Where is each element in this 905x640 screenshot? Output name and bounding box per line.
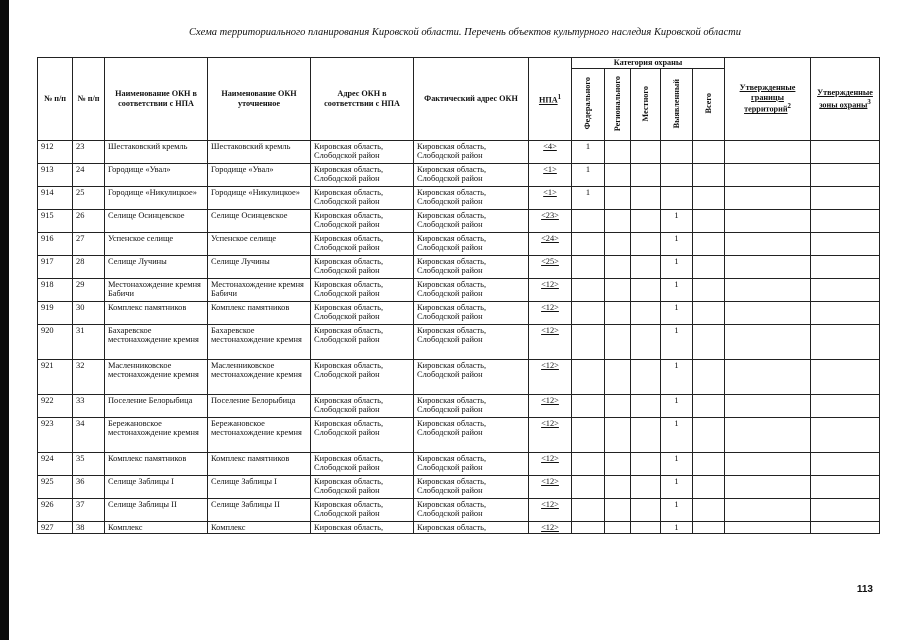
row-address-npa: Кировская область, Слободской район bbox=[311, 325, 414, 360]
row-cat-regional bbox=[605, 164, 631, 187]
row-cat-total bbox=[693, 325, 725, 360]
table-row bbox=[38, 279, 880, 302]
row-npa: <12> bbox=[529, 476, 572, 499]
row-cat-local bbox=[631, 210, 661, 233]
row-name-npa: Городище «Никулицкое» bbox=[105, 187, 208, 210]
table-row bbox=[38, 499, 880, 522]
row-cat-federal bbox=[572, 418, 605, 453]
row-cat-regional bbox=[605, 325, 631, 360]
row-approved-zones bbox=[811, 279, 880, 302]
header-npa bbox=[529, 58, 572, 141]
row-approved-bounds bbox=[725, 476, 811, 499]
row-cat-federal bbox=[572, 233, 605, 256]
row-npa: <12> bbox=[529, 453, 572, 476]
row-cat-federal bbox=[572, 325, 605, 360]
row-approved-zones bbox=[811, 187, 880, 210]
row-address-npa: Кировская область, Слободской район bbox=[311, 164, 414, 187]
row-address-npa: Кировская область, Слободской район bbox=[311, 210, 414, 233]
header-npa-label: НПА bbox=[538, 95, 558, 105]
row-subnum: 36 bbox=[73, 476, 105, 499]
table-row bbox=[38, 187, 880, 210]
row-name-precise: Успенское селище bbox=[208, 233, 311, 256]
row-name-precise: Селище Заблицы I bbox=[208, 476, 311, 499]
row-num: 917 bbox=[38, 256, 73, 279]
row-cat-identified bbox=[661, 164, 693, 187]
row-cat-local bbox=[631, 476, 661, 499]
row-approved-zones bbox=[811, 395, 880, 418]
row-name-precise: Масленниковское местонахождение кремня bbox=[208, 360, 311, 395]
row-subnum: 38 bbox=[73, 522, 105, 534]
row-approved-bounds bbox=[725, 233, 811, 256]
row-name-precise: Городище «Никулицкое» bbox=[208, 187, 311, 210]
row-cat-federal: 1 bbox=[572, 187, 605, 210]
row-name-precise: Комплекс памятников bbox=[208, 453, 311, 476]
row-address-npa: Кировская область, Слободской район bbox=[311, 233, 414, 256]
row-subnum: 37 bbox=[73, 499, 105, 522]
row-subnum: 26 bbox=[73, 210, 105, 233]
row-address-actual: Кировская область, Слободской район bbox=[414, 233, 529, 256]
table-row bbox=[38, 164, 880, 187]
row-cat-federal bbox=[572, 476, 605, 499]
row-approved-bounds bbox=[725, 256, 811, 279]
row-num: 918 bbox=[38, 279, 73, 302]
row-approved-bounds bbox=[725, 302, 811, 325]
row-name-npa: Селище Лучины bbox=[105, 256, 208, 279]
row-num: 927 bbox=[38, 522, 73, 534]
row-npa: <12> bbox=[529, 395, 572, 418]
header-cat-identified bbox=[661, 69, 693, 141]
row-cat-local bbox=[631, 522, 661, 534]
row-cat-identified: 1 bbox=[661, 418, 693, 453]
row-cat-identified: 1 bbox=[661, 453, 693, 476]
header-cat-federal-label: Федерального bbox=[583, 77, 593, 130]
row-cat-identified: 1 bbox=[661, 522, 693, 534]
row-cat-federal bbox=[572, 453, 605, 476]
row-subnum: 30 bbox=[73, 302, 105, 325]
row-cat-identified: 1 bbox=[661, 499, 693, 522]
row-cat-local bbox=[631, 499, 661, 522]
row-approved-bounds bbox=[725, 418, 811, 453]
row-cat-identified: 1 bbox=[661, 302, 693, 325]
row-cat-identified: 1 bbox=[661, 325, 693, 360]
row-address-actual: Кировская область, Слободской район bbox=[414, 499, 529, 522]
row-name-npa: Комплекс bbox=[105, 522, 208, 534]
row-cat-regional bbox=[605, 395, 631, 418]
row-cat-federal bbox=[572, 279, 605, 302]
row-cat-regional bbox=[605, 256, 631, 279]
header-cat-local-label: Местного bbox=[640, 85, 650, 122]
table-body bbox=[38, 141, 880, 534]
header-cat-total-label: Всего bbox=[703, 93, 713, 114]
row-address-actual: Кировская область, Слободской район bbox=[414, 256, 529, 279]
row-address-actual: Кировская область, Слободской район bbox=[414, 187, 529, 210]
row-approved-bounds bbox=[725, 279, 811, 302]
header-num-pp-2: № п/п bbox=[73, 58, 105, 141]
row-approved-zones bbox=[811, 141, 880, 164]
row-address-npa: Кировская область, Слободской район bbox=[311, 279, 414, 302]
row-cat-regional bbox=[605, 141, 631, 164]
row-approved-zones bbox=[811, 499, 880, 522]
table-row bbox=[38, 233, 880, 256]
row-npa: <12> bbox=[529, 418, 572, 453]
row-subnum: 29 bbox=[73, 279, 105, 302]
row-cat-total bbox=[693, 418, 725, 453]
row-num: 922 bbox=[38, 395, 73, 418]
row-cat-local bbox=[631, 279, 661, 302]
row-num: 926 bbox=[38, 499, 73, 522]
row-cat-regional bbox=[605, 360, 631, 395]
table-row bbox=[38, 302, 880, 325]
row-cat-total bbox=[693, 522, 725, 534]
row-name-npa: Комплекс памятников bbox=[105, 453, 208, 476]
row-cat-identified: 1 bbox=[661, 233, 693, 256]
header-cat-regional bbox=[605, 69, 631, 141]
row-cat-federal bbox=[572, 522, 605, 534]
row-address-npa: Кировская область, Слободской район bbox=[311, 476, 414, 499]
row-subnum: 33 bbox=[73, 395, 105, 418]
scan-edge-bar bbox=[0, 0, 9, 640]
row-cat-total bbox=[693, 233, 725, 256]
row-cat-local bbox=[631, 418, 661, 453]
table-row bbox=[38, 418, 880, 453]
row-cat-total bbox=[693, 499, 725, 522]
row-cat-identified: 1 bbox=[661, 256, 693, 279]
row-cat-local bbox=[631, 325, 661, 360]
row-num: 921 bbox=[38, 360, 73, 395]
row-approved-zones bbox=[811, 302, 880, 325]
row-address-npa: Кировская область, Слободской район bbox=[311, 418, 414, 453]
row-cat-total bbox=[693, 279, 725, 302]
row-address-npa: Кировская область, Слободской район bbox=[311, 141, 414, 164]
row-cat-local bbox=[631, 256, 661, 279]
row-approved-bounds bbox=[725, 453, 811, 476]
row-cat-total bbox=[693, 164, 725, 187]
row-npa: <12> bbox=[529, 360, 572, 395]
row-cat-federal: 1 bbox=[572, 141, 605, 164]
row-approved-zones bbox=[811, 325, 880, 360]
header-approved-bounds bbox=[725, 58, 811, 141]
row-cat-regional bbox=[605, 499, 631, 522]
row-cat-total bbox=[693, 302, 725, 325]
row-cat-total bbox=[693, 256, 725, 279]
row-name-npa: Городище «Увал» bbox=[105, 164, 208, 187]
row-subnum: 28 bbox=[73, 256, 105, 279]
row-approved-zones bbox=[811, 256, 880, 279]
row-name-precise: Комплекс bbox=[208, 522, 311, 534]
row-address-npa: Кировская область, Слободской район bbox=[311, 499, 414, 522]
row-cat-total bbox=[693, 395, 725, 418]
row-name-precise: Местонахождение кремня Бабичи bbox=[208, 279, 311, 302]
row-cat-regional bbox=[605, 302, 631, 325]
header-name-npa: Наименование ОКН в соответствии с НПА bbox=[105, 58, 208, 141]
row-cat-total bbox=[693, 210, 725, 233]
row-address-npa: Кировская область, Слободской район bbox=[311, 302, 414, 325]
row-num: 920 bbox=[38, 325, 73, 360]
row-npa: <24> bbox=[529, 233, 572, 256]
row-num: 913 bbox=[38, 164, 73, 187]
row-cat-identified: 1 bbox=[661, 210, 693, 233]
row-cat-federal bbox=[572, 360, 605, 395]
row-cat-local bbox=[631, 453, 661, 476]
row-cat-total bbox=[693, 476, 725, 499]
row-approved-zones bbox=[811, 164, 880, 187]
row-cat-regional bbox=[605, 233, 631, 256]
row-cat-local bbox=[631, 164, 661, 187]
row-npa: <25> bbox=[529, 256, 572, 279]
row-cat-regional bbox=[605, 476, 631, 499]
row-num: 924 bbox=[38, 453, 73, 476]
row-name-npa: Селище Заблицы I bbox=[105, 476, 208, 499]
heritage-objects-table bbox=[37, 57, 880, 534]
header-approved-bounds-label: Утвержденные границы территорий bbox=[739, 83, 796, 115]
header-name-precise: Наименование ОКН уточненное bbox=[208, 58, 311, 141]
row-approved-bounds bbox=[725, 499, 811, 522]
row-name-precise: Селище Осинцевское bbox=[208, 210, 311, 233]
table-row bbox=[38, 325, 880, 360]
row-cat-local bbox=[631, 141, 661, 164]
row-name-precise: Комплекс памятников bbox=[208, 302, 311, 325]
row-num: 914 bbox=[38, 187, 73, 210]
row-npa: <1> bbox=[529, 164, 572, 187]
row-name-npa: Шестаковский кремль bbox=[105, 141, 208, 164]
row-npa: <12> bbox=[529, 522, 572, 534]
row-subnum: 27 bbox=[73, 233, 105, 256]
row-cat-total bbox=[693, 360, 725, 395]
header-row-1 bbox=[38, 58, 880, 69]
row-name-precise: Шестаковский кремль bbox=[208, 141, 311, 164]
row-cat-local bbox=[631, 187, 661, 210]
row-address-actual: Кировская область, Слободской район bbox=[414, 302, 529, 325]
row-subnum: 31 bbox=[73, 325, 105, 360]
row-approved-bounds bbox=[725, 360, 811, 395]
row-approved-bounds bbox=[725, 522, 811, 534]
row-cat-identified: 1 bbox=[661, 279, 693, 302]
row-name-npa: Успенское селище bbox=[105, 233, 208, 256]
row-address-actual: Кировская область, Слободской район bbox=[414, 360, 529, 395]
row-approved-zones bbox=[811, 453, 880, 476]
header-num-pp: № п/п bbox=[38, 58, 73, 141]
row-address-actual: Кировская область, Слободской район bbox=[414, 395, 529, 418]
row-approved-zones bbox=[811, 476, 880, 499]
row-cat-total bbox=[693, 453, 725, 476]
row-subnum: 35 bbox=[73, 453, 105, 476]
row-name-npa: Местонахождение кремня Бабичи bbox=[105, 279, 208, 302]
row-cat-local bbox=[631, 233, 661, 256]
row-npa: <12> bbox=[529, 302, 572, 325]
row-name-precise: Поселение Белорыбица bbox=[208, 395, 311, 418]
row-npa: <4> bbox=[529, 141, 572, 164]
row-name-npa: Селище Заблицы II bbox=[105, 499, 208, 522]
row-cat-identified bbox=[661, 141, 693, 164]
row-cat-regional bbox=[605, 522, 631, 534]
row-cat-regional bbox=[605, 187, 631, 210]
row-num: 919 bbox=[38, 302, 73, 325]
row-cat-federal bbox=[572, 499, 605, 522]
table-row bbox=[38, 256, 880, 279]
row-name-precise: Городище «Увал» bbox=[208, 164, 311, 187]
header-category: Категория охраны bbox=[572, 58, 725, 69]
row-subnum: 23 bbox=[73, 141, 105, 164]
row-approved-bounds bbox=[725, 210, 811, 233]
row-name-precise: Бережановское местонахождение кремня bbox=[208, 418, 311, 453]
row-npa: <12> bbox=[529, 325, 572, 360]
row-cat-regional bbox=[605, 418, 631, 453]
row-cat-local bbox=[631, 302, 661, 325]
row-subnum: 34 bbox=[73, 418, 105, 453]
row-address-npa: Кировская область, Слободской район bbox=[311, 256, 414, 279]
row-approved-zones bbox=[811, 418, 880, 453]
row-address-actual: Кировская область, Слободской район bbox=[414, 453, 529, 476]
row-name-npa: Бережановское местонахождение кремня bbox=[105, 418, 208, 453]
row-approved-bounds bbox=[725, 187, 811, 210]
header-approved-bounds-footnote: 2 bbox=[787, 103, 791, 111]
row-num: 912 bbox=[38, 141, 73, 164]
row-subnum: 32 bbox=[73, 360, 105, 395]
row-npa: <23> bbox=[529, 210, 572, 233]
row-cat-local bbox=[631, 360, 661, 395]
table-row bbox=[38, 360, 880, 395]
row-npa: <1> bbox=[529, 187, 572, 210]
row-address-actual: Кировская область, bbox=[414, 522, 529, 534]
header-cat-local bbox=[631, 69, 661, 141]
row-approved-bounds bbox=[725, 395, 811, 418]
header-approved-zones-label: Утвержденные зоны охраны bbox=[817, 88, 873, 110]
row-cat-identified: 1 bbox=[661, 476, 693, 499]
row-subnum: 25 bbox=[73, 187, 105, 210]
row-num: 916 bbox=[38, 233, 73, 256]
row-approved-zones bbox=[811, 522, 880, 534]
table-row bbox=[38, 395, 880, 418]
row-num: 915 bbox=[38, 210, 73, 233]
header-cat-federal bbox=[572, 69, 605, 141]
row-cat-federal bbox=[572, 256, 605, 279]
row-approved-zones bbox=[811, 360, 880, 395]
header-approved-zones bbox=[811, 58, 880, 141]
row-approved-zones bbox=[811, 233, 880, 256]
row-npa: <12> bbox=[529, 499, 572, 522]
header-cat-identified-label: Выявленный bbox=[671, 78, 681, 129]
row-npa: <12> bbox=[529, 279, 572, 302]
document-title: Схема территориального планирования Кировской области. Перечень объектов культурного наследия Кировской области bbox=[189, 27, 741, 38]
row-address-npa: Кировская область, Слободской район bbox=[311, 360, 414, 395]
row-name-npa: Комплекс памятников bbox=[105, 302, 208, 325]
row-cat-federal bbox=[572, 395, 605, 418]
row-address-actual: Кировская область, Слободской район bbox=[414, 418, 529, 453]
row-address-actual: Кировская область, Слободской район bbox=[414, 210, 529, 233]
row-num: 923 bbox=[38, 418, 73, 453]
row-cat-total bbox=[693, 141, 725, 164]
header-cat-regional-label: Регионального bbox=[612, 75, 622, 132]
row-name-npa: Бахаревское местонахождение кремня bbox=[105, 325, 208, 360]
row-address-actual: Кировская область, Слободской район bbox=[414, 325, 529, 360]
table-row bbox=[38, 453, 880, 476]
row-cat-identified: 1 bbox=[661, 360, 693, 395]
header-npa-footnote: 1 bbox=[557, 93, 562, 101]
row-cat-federal: 1 bbox=[572, 164, 605, 187]
row-address-npa: Кировская область, bbox=[311, 522, 414, 534]
row-address-npa: Кировская область, Слободской район bbox=[311, 187, 414, 210]
row-approved-bounds bbox=[725, 164, 811, 187]
header-address-npa: Адрес ОКН в соответствии с НПА bbox=[311, 58, 414, 141]
row-name-npa: Селище Осинцевское bbox=[105, 210, 208, 233]
table-row bbox=[38, 476, 880, 499]
table-row bbox=[38, 141, 880, 164]
header-approved-zones-footnote: 3 bbox=[867, 98, 871, 106]
row-approved-bounds bbox=[725, 325, 811, 360]
row-approved-zones bbox=[811, 210, 880, 233]
row-address-npa: Кировская область, Слободской район bbox=[311, 453, 414, 476]
row-approved-bounds bbox=[725, 141, 811, 164]
row-cat-identified bbox=[661, 187, 693, 210]
page-number: 113 bbox=[856, 584, 873, 595]
row-cat-regional bbox=[605, 210, 631, 233]
header-cat-total bbox=[693, 69, 725, 141]
row-cat-federal bbox=[572, 302, 605, 325]
row-cat-identified: 1 bbox=[661, 395, 693, 418]
row-address-actual: Кировская область, Слободской район bbox=[414, 164, 529, 187]
row-name-npa: Масленниковское местонахождение кремня bbox=[105, 360, 208, 395]
header-address-actual: Фактический адрес ОКН bbox=[414, 58, 529, 141]
row-name-precise: Селище Заблицы II bbox=[208, 499, 311, 522]
row-name-precise: Бахаревское местонахождение кремня bbox=[208, 325, 311, 360]
row-cat-total bbox=[693, 187, 725, 210]
row-name-npa: Поселение Белорыбица bbox=[105, 395, 208, 418]
row-address-actual: Кировская область, Слободской район bbox=[414, 279, 529, 302]
row-address-actual: Кировская область, Слободской район bbox=[414, 476, 529, 499]
table-row bbox=[38, 522, 880, 534]
row-cat-regional bbox=[605, 279, 631, 302]
table-row bbox=[38, 210, 880, 233]
row-cat-federal bbox=[572, 210, 605, 233]
row-cat-regional bbox=[605, 453, 631, 476]
row-address-actual: Кировская область, Слободской район bbox=[414, 141, 529, 164]
row-num: 925 bbox=[38, 476, 73, 499]
row-address-npa: Кировская область, Слободской район bbox=[311, 395, 414, 418]
row-subnum: 24 bbox=[73, 164, 105, 187]
row-cat-local bbox=[631, 395, 661, 418]
row-name-precise: Селище Лучины bbox=[208, 256, 311, 279]
